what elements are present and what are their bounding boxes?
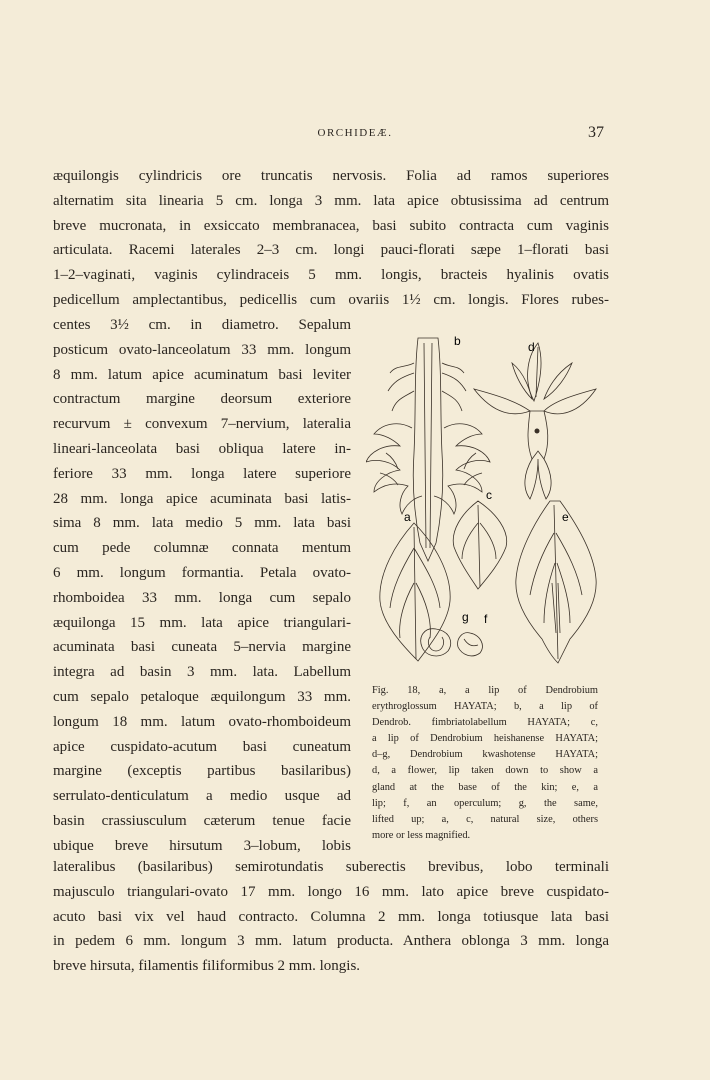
text-line: margine (exceptis partibus basilaribus) <box>53 763 351 780</box>
caption-line: gland at the base of the kin; e, a <box>372 781 598 793</box>
running-title: ORCHIDEÆ. <box>317 127 393 139</box>
paragraph-top <box>53 164 609 313</box>
panel-label-f: f <box>484 612 488 626</box>
text-line: contractum margine deorsum exteriore <box>53 391 351 408</box>
caption-line: lifted up; a, c, natural size, others <box>372 813 598 825</box>
text-line: alternatim sita linearia 5 cm. longa 3 mm. lata apice obtusissima ad centrum <box>53 192 609 209</box>
text-line: basin crassiusculum cæterum tenue facie <box>53 812 351 829</box>
panel-g-drawing <box>421 629 451 656</box>
orchid-lip-illustration <box>366 333 602 673</box>
text-line: serrulato-denticulatum a medio usque ad <box>53 788 351 805</box>
text-line: centes 3½ cm. in diametro. Sepalum <box>53 317 351 333</box>
text-line: 1–2–vaginati, vaginis cylindraceis 5 mm. longis, bracteis hyalinis ovatis <box>53 267 609 284</box>
paragraph-beside-figure <box>53 313 351 859</box>
text-line: longum 18 mm. latum ovato-rhomboideum <box>53 713 351 730</box>
text-line: æquilonga 15 mm. lata apice triangulari- <box>53 614 351 631</box>
text-line: æquilongis cylindricis ore truncatis nervosis. Folia ad ramos superiores <box>53 168 609 184</box>
panel-label-g: g <box>462 610 469 624</box>
panel-a-drawing <box>380 523 450 661</box>
botanical-figure <box>366 333 602 673</box>
text-line: rhomboidea 33 mm. longa cum sepalo <box>53 589 351 606</box>
text-line: posticum ovato-lanceolatum 33 mm. longum <box>53 341 351 358</box>
text-line: breve hirsuta, filamentis filiformibus 2 mm. longis. <box>53 958 361 975</box>
text-line: 28 mm. longa apice acuminata basi latis- <box>53 490 351 507</box>
panel-f-drawing <box>458 633 483 656</box>
text-line: cum sepalo petaloque æquilongum 33 mm. <box>53 688 351 705</box>
panel-label-c: c <box>486 488 492 502</box>
text-line: pedicellum amplectantibus, pedicellis cum ovariis 1½ cm. longis. Flores rubes- <box>53 291 609 308</box>
text-line: majusculo triangulari-ovato 17 mm. longo 16 mm. lato apice breve cuspidato- <box>53 883 609 900</box>
caption-line: d, a flower, lip taken down to show a <box>372 765 598 777</box>
text-line: in pedem 6 mm. longum 3 mm. latum producta. Anthera oblonga 3 mm. longa <box>53 933 609 950</box>
text-line: articulata. Racemi laterales 2–3 cm. longi pauci-florati sæpe 1–florati basi <box>53 242 609 259</box>
text-line: lineari-lanceolata basi obliqua latere in- <box>53 440 351 457</box>
text-line: lateralibus (basilaribus) semirotundatis suberectis brevibus, lobo terminali <box>53 859 609 875</box>
paragraph-bottom <box>53 855 609 979</box>
text-line: integra ad basin 3 mm. lata. Labellum <box>53 664 351 681</box>
text-line: recurvum ± convexum 7–nervium, lateralia <box>53 416 351 433</box>
text-line: 8 mm. latum apice acuminatum basi leviter <box>53 366 351 383</box>
text-line: ubique breve hirsutum 3–lobum, lobis <box>53 837 351 854</box>
caption-line: more or less magnified. <box>372 829 471 841</box>
figure-caption <box>372 683 598 844</box>
panel-label-b: b <box>454 334 461 348</box>
caption-line: Fig. 18, a, a lip of Dendrobium <box>372 685 598 696</box>
text-line: breve mucronata, in exsiccato membranacea, basi subito contracta cum vaginis <box>53 217 609 234</box>
text-line: apice cuspidato-acutum basi cuneatum <box>53 738 351 755</box>
page-number: 37 <box>588 124 604 141</box>
caption-line: a lip of Dendrobium heishanense HAYATA; <box>372 733 598 745</box>
panel-label-a: a <box>404 510 411 524</box>
text-line: cum pede columnæ connata mentum <box>53 540 351 557</box>
text-line: sima 8 mm. lata medio 5 mm. lata basi <box>53 515 351 532</box>
caption-line: d–g, Dendrobium kwashotense HAYATA; <box>372 749 598 761</box>
text-line: acuminata basi cuneata 5–nervia margine <box>53 639 351 656</box>
text-line: acuto basi vix vel haud contracto. Columna 2 mm. longa totiusque lata basi <box>53 908 609 925</box>
panel-c-drawing <box>453 501 506 589</box>
caption-line: lip; f, an operculum; g, the same, <box>372 797 598 809</box>
panel-d-drawing <box>474 343 596 499</box>
panel-e-drawing <box>516 501 596 663</box>
panel-label-d: d <box>528 340 535 354</box>
caption-line: Dendrob. fimbriatolabellum HAYATA; c, <box>372 717 598 729</box>
text-line: feriore 33 mm. longa latere superiore <box>53 465 351 482</box>
panel-b-drawing <box>366 338 490 561</box>
text-line: 6 mm. longum formantia. Petala ovato- <box>53 564 351 581</box>
panel-label-e: e <box>562 510 569 524</box>
caption-line: erythroglossum HAYATA; b, a lip of <box>372 701 598 713</box>
